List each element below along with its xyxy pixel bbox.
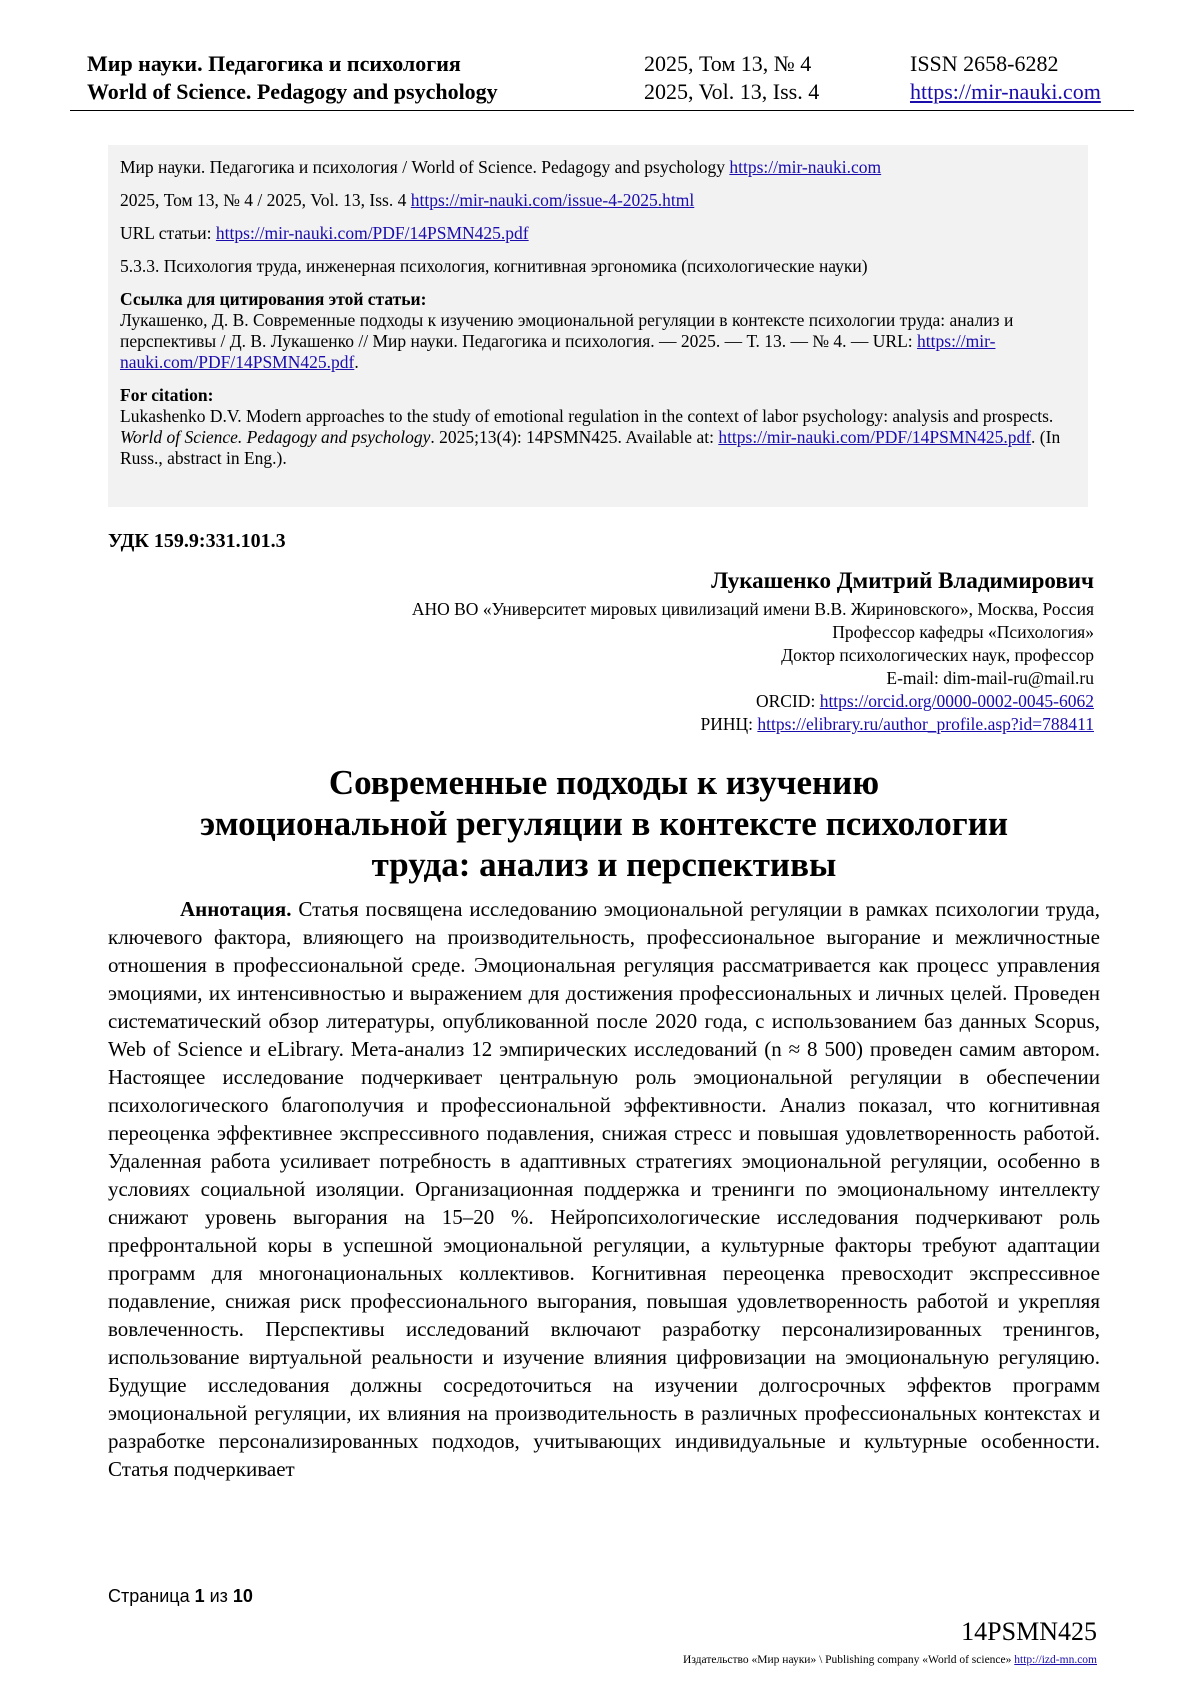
article-title [108,762,1100,885]
abstract-label: Аннотация. [180,897,292,921]
title-line-1: Современные подходы к изучению [328,763,880,802]
issn: ISSN 2658-6282 [910,51,1059,76]
author-name: Лукашенко Дмитрий Владимирович [711,568,1094,593]
title-line-3: труда: анализ и перспективы [371,845,837,884]
author-email: E-mail: dim-mail-ru@mail.ru [886,668,1094,688]
citation-ru-text: Лукашенко, Д. В. Современные подходы к изучению эмоциональной регуляции в контексте психологии труда: анализ и перспективы / Д. В. Лукашенко // Мир науки. Педагогика и психология. — 2025. — Т. 13. — № 4. — URL: [120,310,1014,351]
author-orcid [412,690,1094,713]
author-block [412,566,1094,736]
issue-en: 2025, Vol. 13, Iss. 4 [644,79,820,104]
citation-ru-heading: Ссылка для цитирования этой статьи: [120,289,427,309]
rinc-label: РИНЦ: [700,714,758,734]
article-url-link[interactable]: https://mir-nauki.com/PDF/14PSMN425.pdf [215,223,529,243]
author-rinc [412,713,1094,736]
publisher-line [683,1654,1097,1666]
header-divider [70,110,1134,111]
journal-name-block [87,50,498,106]
specialty-line: 5.3.3. Психология труда, инженерная психология, когнитивная эргономика (психологические науки) [120,256,868,276]
article-url-line [120,223,1076,244]
page-of: из [204,1586,233,1606]
citation-en-link[interactable]: https://mir-nauki.com/PDF/14PSMN425.pdf [718,427,1032,447]
journal-header [87,50,1133,112]
publisher-link[interactable]: http://izd-mn.com [1014,1654,1097,1666]
issue-line-text: 2025, Том 13, № 4 / 2025, Vol. 13, Iss. 4 [120,190,411,210]
issn-block [910,50,1101,106]
journal-site-link[interactable]: https://mir-nauki.com [910,79,1101,104]
page-word: Страница [108,1586,195,1606]
publisher-text: Издательство «Мир науки» \ Publishing company «World of science» [683,1654,1015,1666]
page-current: 1 [194,1586,205,1606]
citation-en-heading: For citation: [120,385,214,405]
rinc-link[interactable]: https://elibrary.ru/author_profile.asp?id=788411 [757,714,1094,734]
author-affiliation: АНО ВО «Университет мировых цивилизаций имени В.В. Жириновского», Москва, Россия [411,599,1094,619]
issue-line-link[interactable]: https://mir-nauki.com/issue-4-2025.html [410,190,695,210]
citation-ru [120,289,1076,373]
citation-en-end: . (In Russ., abstract in Eng.). [120,427,1061,468]
citation-ru-end: . [354,352,359,372]
udk-code: УДК 159.9:331.101.3 [108,530,286,552]
article-info-box [108,145,1088,507]
citation-en-text2: . 2025;13(4): 14PSMN425. Available at: [430,427,719,447]
author-degree: Доктор психологических наук, профессор [781,645,1094,665]
citation-en-journal: World of Science. Pedagogy and psychology [120,427,431,447]
issue-line [120,190,1076,211]
citation-en-text1: Lukashenko D.V. Modern approaches to the study of emotional regulation in the context of labor psychology: analysis and prospects. [120,406,1054,426]
journal-line-text: Мир науки. Педагогика и психология / World of Science. Pedagogy and psychology [120,157,730,177]
citation-ru-link[interactable]: https://mir-nauki.com/PDF/14PSMN425.pdf [120,331,996,372]
article-code: 14PSMN425 [961,1617,1097,1646]
title-line-2: эмоциональной регуляции в контексте психологии [199,804,1009,843]
abstract-text: Статья посвящена исследованию эмоциональной регуляции в рамках психологии труда, ключевого фактора, влияющего на производительность, профессиональное выгорание и межличностные отношения в профессиональной среде. Эмоциональная регуляция рассматривается как процесс управления эмоциями, их интенсивностью и выражением для достижения профессиональных и личных целей. Проведен систематический обзор литературы, опубликованной после 2020 года, с использованием баз данных Scopus, Web of Science и eLibrary. Мета-анализ 12 эмпирических исследований (n ≈ 8 500) проведен самим автором. Настоящее исследование подчеркивает центральную роль эмоциональной регуляции в обеспечении психологического благополучия и профессиональной эффективности. Анализ показал, что когнитивная переоценка эффективнее экспрессивного подавления, снижая стресс и повышая удовлетворенность работой. Удаленная работа усиливает потребность в адаптивных стратегиях эмоциональной регуляции, особенно в условиях социальной изоляции. Организационная поддержка и тренинги по эмоциональному интеллекту снижают уровень выгорания на 15–20 %. Нейропсихологические исследования подчеркивают роль префронтальной коры в успешной эмоциональной регуляции, а культурные факторы требуют адаптации программ для многонациональных коллективов. Когнитивная переоценка превосходит экспрессивное подавление, снижая риск профессионального выгорания, повышая удовлетворенность работой и укрепляя вовлеченность. Перспективы исследований включают разработку персонализированных тренингов, использование виртуальной реальности и изучение влияния цифровизации на эмоциональную регуляцию. Будущие исследования должны сосредоточиться на изучении долгосрочных эффектов программ эмоциональной регуляции, их влияния на производительность в различных профессиональных контекстах и разработке персонализированных подходов, учитывающих индивидуальные и культурные особенности. Статья подчеркивает [108,897,1100,1481]
issue-ru: 2025, Том 13, № 4 [644,51,812,76]
citation-en [120,385,1076,469]
citation-ru-body [120,310,1076,373]
journal-name-en: World of Science. Pedagogy and psychology [87,79,498,104]
page-total: 10 [232,1586,253,1606]
citation-en-body [120,406,1076,469]
journal-line [120,157,1076,178]
orcid-label: ORCID: [756,691,820,711]
article-url-label: URL статьи: [120,223,216,243]
page-number [108,1586,253,1607]
orcid-link[interactable]: https://orcid.org/0000-0002-0045-6062 [819,691,1094,711]
journal-name-ru: Мир науки. Педагогика и психология [87,51,461,76]
issue-block [644,50,819,106]
author-position: Профессор кафедры «Психология» [832,622,1094,642]
abstract [108,895,1100,1483]
journal-line-link[interactable]: https://mir-nauki.com [729,157,882,177]
